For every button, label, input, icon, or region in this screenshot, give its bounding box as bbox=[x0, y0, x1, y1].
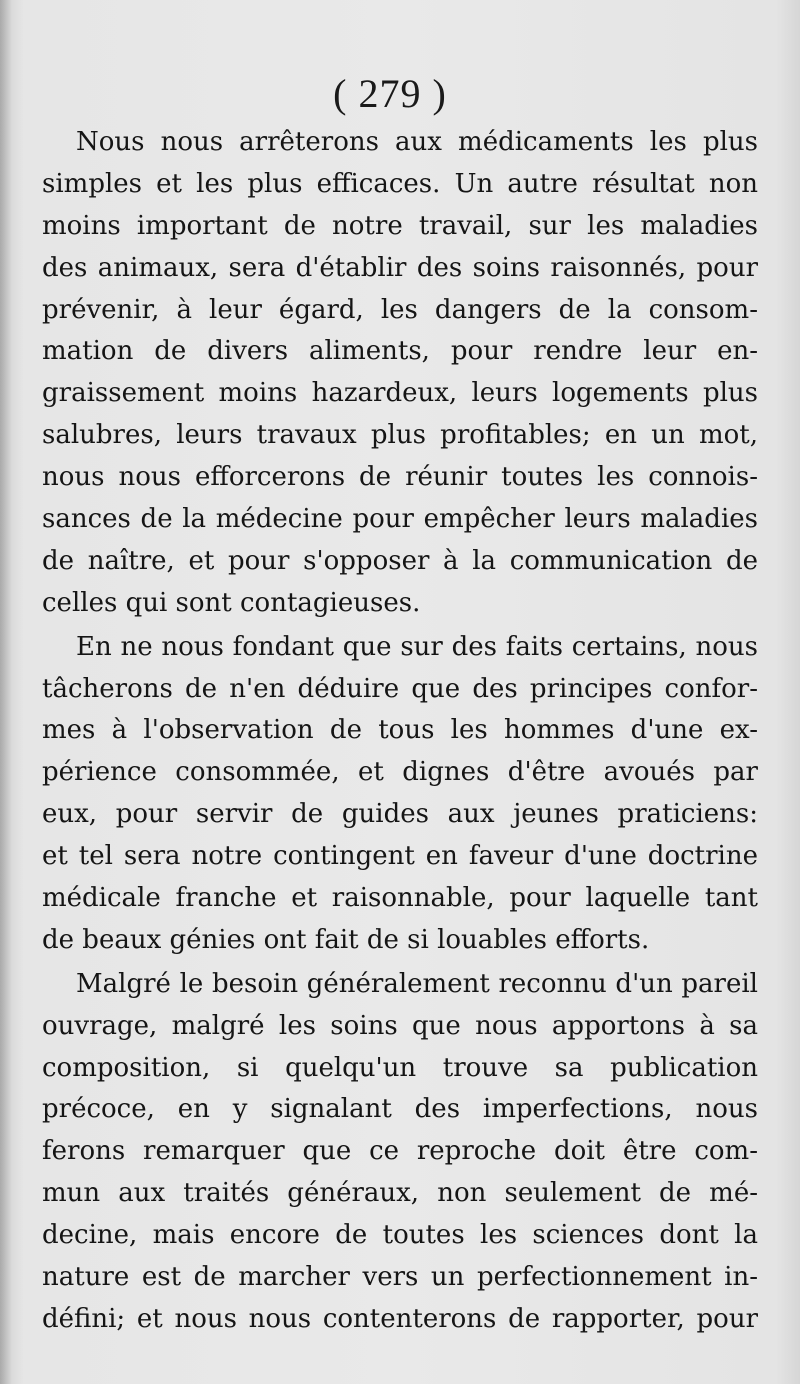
text-line: ferons remarquer que ce reproche doit être com- bbox=[42, 1136, 758, 1167]
text-line: de naître, et pour s'opposer à la communication de bbox=[42, 545, 758, 576]
text-line: sances de la médecine pour empêcher leurs maladies bbox=[42, 504, 758, 535]
page-edge-shadow bbox=[0, 0, 12, 1384]
paragraph-2 bbox=[42, 627, 758, 962]
text-line: mes à l'observation de tous les hommes d'une ex- bbox=[42, 715, 758, 746]
text-line: salubres, leurs travaux plus profitables; en un mot, bbox=[42, 420, 758, 451]
text-line: celles qui sont contagieuses. bbox=[42, 587, 421, 618]
text-line: moins important de notre travail, sur les maladies bbox=[42, 210, 758, 241]
text-line: médicale franche et raisonnable, pour laquelle tant bbox=[42, 883, 758, 914]
text-line: simples et les plus efficaces. Un autre résultat non bbox=[42, 168, 758, 199]
text-line: prévenir, à leur égard, les dangers de la consom- bbox=[42, 294, 758, 325]
text-line: tâcherons de n'en déduire que des principes confor- bbox=[42, 673, 758, 704]
body-text bbox=[42, 122, 758, 1341]
text-line: précoce, en y signalant des imperfections, nous bbox=[42, 1094, 758, 1125]
text-line: decine, mais encore de toutes les sciences dont la bbox=[42, 1220, 758, 1251]
text-line: Malgré le besoin généralement reconnu d'un pareil bbox=[76, 968, 758, 999]
text-line: composition, si quelqu'un trouve sa publication bbox=[42, 1052, 758, 1083]
text-line: En ne nous fondant que sur des faits certains, nous bbox=[76, 631, 758, 662]
text-line: graissement moins hazardeux, leurs logements plus bbox=[42, 378, 758, 409]
text-line: Nous nous arrêterons aux médicaments les plus bbox=[76, 127, 758, 157]
text-line: des animaux, sera d'établir des soins raisonnés, pour bbox=[42, 252, 758, 283]
paragraph-3 bbox=[42, 964, 758, 1341]
text-line: nature est de marcher vers un perfectionnement in- bbox=[42, 1262, 758, 1293]
paragraph-1 bbox=[42, 122, 758, 625]
text-line: périence consommée, et dignes d'être avoués par bbox=[42, 757, 758, 788]
text-line: eux, pour servir de guides aux jeunes praticiens: bbox=[42, 799, 758, 830]
text-line: mation de divers aliments, pour rendre leur en- bbox=[42, 336, 758, 367]
text-line: ouvrage, malgré les soins que nous apportons à sa bbox=[42, 1010, 758, 1041]
text-line: de beaux génies ont fait de si louables efforts. bbox=[42, 924, 650, 955]
text-line: défini; et nous nous contenterons de rapporter, pour bbox=[42, 1303, 758, 1334]
text-line: mun aux traités généraux, non seulement de mé- bbox=[42, 1178, 758, 1209]
page-number: ( 279 ) bbox=[333, 71, 447, 116]
text-line: et tel sera notre contingent en faveur d'une doctrine bbox=[42, 841, 758, 872]
text-line: nous nous efforcerons de réunir toutes les connois- bbox=[42, 462, 758, 493]
